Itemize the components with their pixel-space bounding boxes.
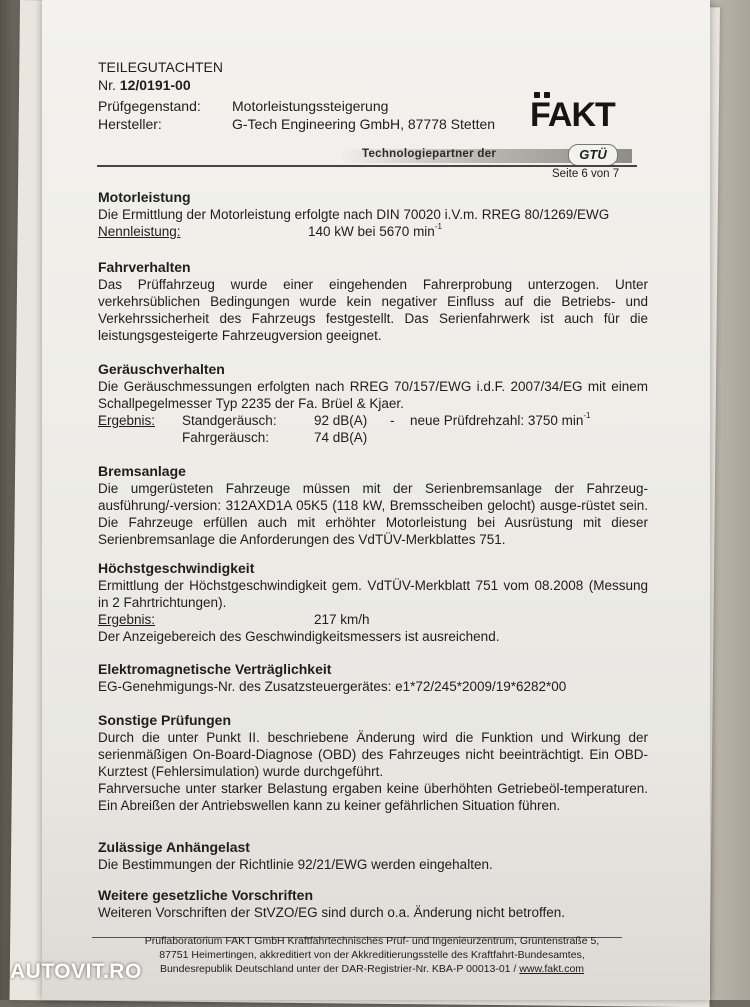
noise-result-label: Ergebnis: (98, 413, 156, 428)
test-rpm: neue Prüfdrehzahl: 3750 $\min^{-1}$ (410, 411, 591, 428)
section-text: EG-Genehmigungs-Nr. des Zusatzsteuergerätes: e1*72/245*2009/19*6282*00 (98, 679, 567, 694)
logo-text: FAKT (530, 96, 615, 134)
subject-row (98, 97, 388, 115)
section-brakes (98, 462, 648, 548)
section-text: Die umgerüsteten Fahrzeuge müssen mit der Serienbremsanlage der Fahrzeug-ausführung/-version: 312AXD1A 05K5 (118 kW, Bremsscheiben gelocht) ausge-rüstet sein. Die Fahrzeuge erfüllen auch mit erhöhter Motorleistung bei Ausrüstung mit dieser Serienbremsanlage die Anforderungen des VdTÜV-Merkblattes 751. (98, 481, 648, 547)
section-title: Höchstgeschwindigkeit (98, 560, 255, 576)
section-driving (98, 258, 648, 344)
section-title: Zulässige Anhängelast (98, 839, 250, 855)
rpm-exponent: -1 (583, 411, 591, 420)
manufacturer-label: Hersteller: (98, 116, 162, 132)
section-title: Elektromagnetische Verträglichkeit (98, 661, 332, 677)
doc-number-label: Nr. (98, 77, 116, 93)
standing-noise-label: Standgeräusch: (182, 413, 277, 428)
rated-power-value: 140 kW bei 5670 $\min^{-1}$ (308, 222, 442, 239)
doc-number-value: 12/0191-00 (119, 77, 191, 93)
partner-banner (342, 146, 632, 166)
driving-noise-value: 74 dB(A) (314, 430, 368, 445)
footer-line: Prüflaboratorium FAKT GmbH Kraftfahrtechnisches Prüf- und Ingenieurzentrum, Grüntenstraße 5, (144, 935, 600, 947)
header-divider (97, 165, 637, 167)
standing-noise-value: 92 dB(A) (314, 413, 368, 428)
section-text: Durch die unter Punkt II. beschriebene Änderung wird die Funktion und Wirkung der serienmäßigen On-Board-Diagnose (OBD) des Fahrzeuges nicht beeinträchtigt. Ein OBD-Kurztest (Fehlersimulation) wurde durchgeführt. (98, 730, 648, 779)
section-noise (98, 360, 648, 446)
section-motor (98, 188, 648, 240)
driving-noise-row (98, 429, 648, 446)
doc-type: TEILEGUTACHTEN (98, 59, 223, 75)
section-vmax (98, 559, 648, 645)
dash: - (390, 413, 395, 428)
section-text: Die Geräuschmessungen erfolgten nach RREG 70/157/EWG i.d.F. 2007/34/EG mit einem Schallpegelmesser Typ 2235 der Fa. Brüel & Kjaer. (98, 379, 648, 411)
page-number: Seite 6 von 7 (552, 168, 620, 180)
gtu-logo: GTÜ (568, 144, 618, 166)
rated-power-label: Nennleistung: (98, 224, 181, 239)
rated-power-row (98, 223, 648, 240)
section-title: Fahrverhalten (98, 259, 191, 275)
section-towing (98, 838, 648, 873)
subject-label: Prüfgegenstand: (98, 98, 201, 114)
section-text: Weiteren Vorschriften der StVZO/EG sind durch o.a. Änderung nicht betroffen. (98, 905, 566, 920)
driving-noise-label: Fahrgeräusch: (182, 430, 270, 445)
vmax-result-label: Ergebnis: (98, 612, 156, 627)
noise-result-row (98, 412, 648, 429)
banner-text: Technologiepartner der (362, 148, 497, 160)
section-text: Die Bestimmungen der Richtlinie 92/21/EWG werden eingehalten. (98, 857, 493, 872)
section-text: Die Ermittlung der Motorleistung erfolgte nach DIN 70020 i.V.m. RREG 80/1269/EWG (98, 207, 610, 222)
vmax-result-value: 217 km/h (314, 612, 370, 627)
doc-number (98, 76, 191, 94)
rated-power-exponent: -1 (434, 222, 442, 231)
fakt-logo (530, 86, 615, 134)
section-further (98, 886, 648, 921)
section-title: Geräuschverhalten (98, 361, 225, 377)
manufacturer-value: G-Tech Engineering GmbH, 87778 Stetten (232, 116, 496, 132)
autovit-watermark: AUTOVIT.RO (10, 960, 142, 983)
section-other (98, 711, 648, 814)
section-text: Das Prüffahrzeug wurde einer eingehenden Fahrerprobung unterzogen. Unter verkehrsüblichen Bedingungen wurde kein negativer Einfluss auf die Betriebs- und Verkehrssicherheit des Fahrzeugs festgestellt. Das Serienfahrwerk ist auch für die leistungsgesteigerte Fahrzeugversion geeignet. (98, 277, 648, 343)
section-text: Fahrversuche unter starker Belastung ergaben keine überhöhten Getriebeöl-temperaturen. Ein Abreißen der Antriebswellen kann zu keiner gefährlichen Situation führen. (98, 781, 648, 813)
section-title: Motorleistung (98, 189, 191, 205)
document-page (42, 0, 710, 1000)
section-title: Weitere gesetzliche Vorschriften (98, 887, 313, 903)
vmax-result-row (98, 611, 648, 628)
footer-link[interactable]: www.fakt.com (519, 963, 585, 975)
footer-line: 87751 Heimertingen, akkreditiert von der Akkreditierungsstelle des Kraftfahrt-Bundesamtes, (159, 949, 585, 961)
vmax-note: Der Anzeigebereich des Geschwindigkeitsmessers ist ausreichend. (98, 629, 500, 644)
footer-line: Bundesrepublik Deutschland unter der DAR-Registrier-Nr. KBA-P 00013-01 / www.fakt.com (159, 963, 585, 975)
manufacturer-row (98, 115, 495, 133)
section-emv (98, 660, 648, 695)
section-title: Bremsanlage (98, 463, 186, 479)
subject-value: Motorleistungssteigerung (232, 98, 389, 114)
section-text: Ermittlung der Höchstgeschwindigkeit gem. VdTÜV-Merkblatt 751 vom 08.2008 (Messung in 2 Fahrtrichtungen). (98, 578, 648, 610)
section-title: Sonstige Prüfungen (98, 712, 231, 728)
footer (92, 934, 652, 976)
